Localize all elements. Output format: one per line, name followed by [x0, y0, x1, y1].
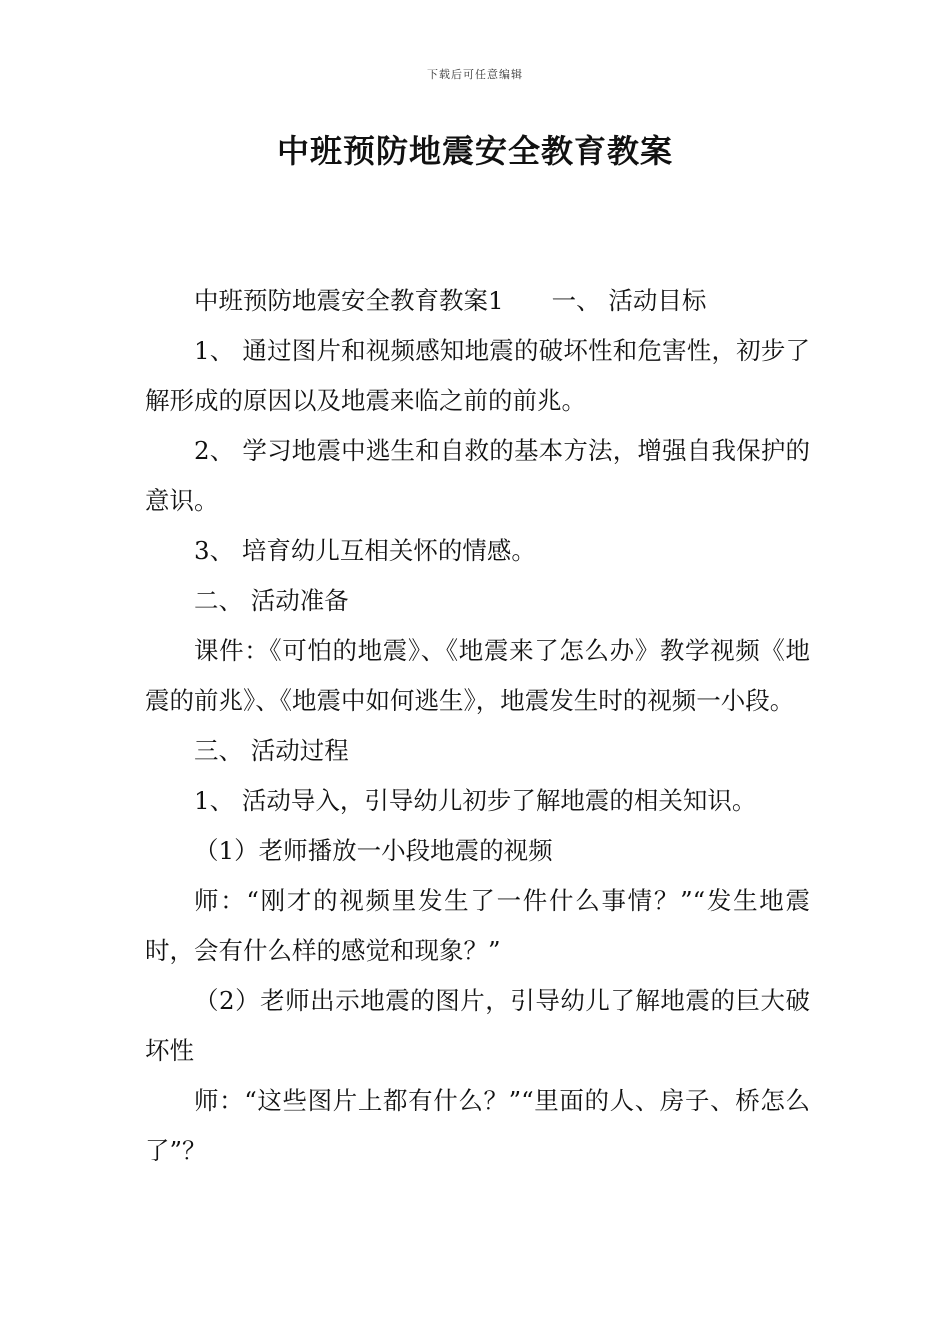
paragraph-goal-2: 2、 学习地震中逃生和自救的基本方法，增强自我保护的意识。: [145, 436, 810, 515]
document-body: [145, 276, 810, 1176]
header-note: 下载后可任意编辑: [427, 68, 523, 81]
paragraph-teacher-question-2: 师：“这些图片上都有什么？”“里面的人、房子、桥怎么了”？: [145, 1086, 810, 1165]
paragraph-step-1-2: （2）老师出示地震的图片，引导幼儿了解地震的巨大破坏性: [145, 986, 810, 1065]
section-heading-goals: 一、 活动目标: [551, 286, 707, 315]
paragraph-teacher-question-1: 师：“刚才的视频里发生了一件什么事情？”“发生地震时，会有什么样的感觉和现象？”: [145, 886, 810, 965]
section-heading-preparation: 二、 活动准备: [194, 586, 349, 615]
paragraph-step-1-1: （1）老师播放一小段地震的视频: [194, 836, 553, 865]
section-heading-process: 三、 活动过程: [194, 736, 349, 765]
paragraph-step-1: 1、 活动导入，引导幼儿初步了解地震的相关知识。: [194, 786, 757, 815]
paragraph-materials: 课件：《可怕的地震》、《地震来了怎么办》教学视频《地震的前兆》、《地震中如何逃生》，地震发生时的视频一小段。: [145, 636, 810, 715]
lesson-heading: 中班预防地震安全教育教案1: [194, 286, 504, 315]
paragraph-goal-3: 3、 培育幼儿互相关怀的情感。: [194, 536, 536, 565]
paragraph-goal-1: 1、 通过图片和视频感知地震的破坏性和危害性，初步了解形成的原因以及地震来临之前的前兆。: [145, 336, 810, 415]
paragraph-intro: [145, 276, 810, 326]
document-title: 中班预防地震安全教育教案: [276, 132, 673, 170]
